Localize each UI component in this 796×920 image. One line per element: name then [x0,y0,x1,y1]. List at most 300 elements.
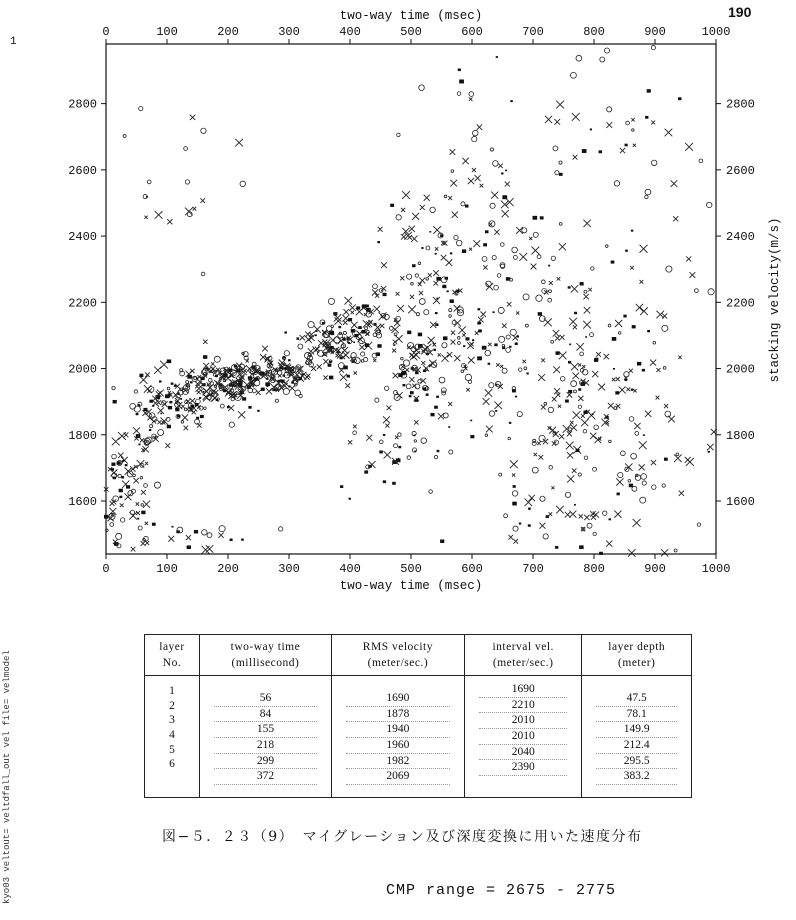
data-point-x [522,360,526,364]
data-point-circle [283,388,289,394]
data-point-filled [599,150,602,153]
data-point-circle [418,262,421,265]
data-point-circle [574,390,577,393]
header-layer: layer No. [145,635,200,676]
data-point-filled [513,485,516,488]
data-point-circle [603,511,607,515]
data-point-x [181,405,184,408]
data-point-x [578,363,581,366]
data-point-filled [494,343,497,346]
data-point-filled [111,463,115,466]
data-point-filled [611,261,615,264]
data-point-circle [578,405,581,408]
data-point-filled [343,366,348,370]
data-point-circle [118,474,121,477]
data-point-circle [177,527,183,533]
data-point-circle [110,523,114,527]
data-point-x [531,247,539,255]
data-point-filled [113,400,117,403]
data-point-filled [496,56,498,58]
data-point-circle [508,437,511,440]
data-point-filled [642,369,645,372]
data-point-filled [580,282,584,285]
data-point-x [579,514,583,518]
data-point-x [167,219,172,224]
data-point-circle [284,351,289,356]
data-point-x [168,536,174,542]
data-point-x [412,213,419,220]
data-point-filled [333,312,337,315]
data-point-filled [501,172,503,174]
data-point-filled [216,399,218,401]
data-point-filled [442,285,446,288]
x-tick-label-top: 300 [278,25,300,39]
layer-velocity-table [144,634,692,798]
data-point-filled [194,530,198,534]
data-point-circle [642,481,646,485]
data-point-circle [254,380,260,386]
data-point-circle [663,367,666,370]
data-point-circle [590,333,594,337]
data-point-x [541,358,545,362]
data-point-filled [190,381,193,383]
data-point-filled [528,524,531,526]
data-point-x [414,420,418,424]
data-point-x [184,426,189,431]
data-point-filled [113,477,116,480]
data-point-circle [134,406,140,412]
data-point-filled [645,116,648,119]
interval-cell: 2390 [479,760,568,776]
data-point-x [190,115,195,120]
data-point-x [210,366,216,372]
data-point-x [343,320,347,324]
figure-caption: 図−５．２３（9） マイグレーション及び深度変換に用いた速度分布 [162,829,643,845]
depth-cell: 149.9 [596,722,677,738]
data-point-filled [368,465,372,468]
data-point-x [640,245,648,253]
data-point-x [351,322,358,329]
data-point-x [133,427,140,434]
data-point-x [372,289,378,295]
data-point-circle [379,440,383,444]
data-point-x [441,355,448,362]
data-point-circle [652,485,656,489]
data-point-x [498,164,503,169]
data-point-x [633,144,636,147]
data-point-filled [592,413,594,415]
data-point-filled [203,355,207,359]
x-tick-label-bottom: 800 [583,562,605,576]
rms-cell: 1690 [346,691,450,707]
data-point-circle [512,247,518,253]
rms-cell: 1878 [346,707,450,723]
data-point-x [160,361,168,369]
data-point-x [531,264,537,270]
data-point-x [450,340,455,345]
data-point-x [378,227,383,232]
data-point-filled [171,526,173,528]
data-point-x [483,265,487,269]
layer-cell: 2 [169,699,175,712]
header-interval-vel: interval vel. (meter/sec.) [464,635,582,676]
data-point-x [384,451,391,458]
data-point-x [556,393,560,397]
data-point-x [402,191,410,199]
data-point-filled [356,306,360,309]
data-point-filled [609,518,611,520]
data-point-filled [138,444,140,446]
data-point-circle [209,378,213,382]
data-point-x [491,192,498,199]
data-point-filled [585,336,587,338]
data-point-filled [470,420,472,422]
data-point-filled [574,504,576,506]
data-point-circle [229,422,234,427]
data-point-x [409,353,414,358]
data-point-x [182,414,188,420]
column-rms-velocity [331,676,464,798]
data-point-filled [241,539,244,541]
data-point-filled [206,368,208,370]
data-point-filled [361,330,365,334]
data-point-circle [587,523,592,528]
data-point-circle [116,533,122,539]
data-point-x [553,366,560,373]
data-point-filled [623,315,626,318]
data-point-filled [126,485,130,488]
data-point-x [110,501,115,506]
data-point-x [289,385,295,391]
data-point-x [155,211,163,219]
data-point-filled [141,511,145,515]
data-point-circle [207,533,212,538]
x-tick-label-top: 100 [156,25,178,39]
data-point-filled [617,493,620,496]
data-point-filled [187,545,191,549]
data-point-x [156,400,161,405]
data-point-circle [308,322,314,328]
data-point-filled [594,358,598,361]
y-tick-label-left: 2400 [68,230,97,245]
header-rms-velocity: RMS velocity (meter/sec.) [331,635,464,676]
data-point-filled [512,502,517,506]
y-tick-label-right: 2800 [726,97,755,112]
data-point-circle [666,266,672,272]
data-point-filled [136,413,139,415]
data-point-x [578,396,583,401]
data-point-circle [645,189,651,195]
data-point-filled [152,405,154,407]
data-point-filled [137,518,139,520]
data-point-circle [517,411,522,416]
data-point-filled [364,470,368,473]
data-point-filled [288,359,291,361]
x-axis-label-bottom: two-way time (msec) [339,579,483,593]
data-point-circle [298,344,303,349]
data-point-filled [160,413,162,415]
data-point-filled [483,243,487,246]
data-point-filled [435,323,438,326]
data-point-x [450,149,456,155]
y-tick-label-left: 1600 [68,495,97,510]
data-point-x [466,388,470,392]
data-point-filled [282,375,285,377]
data-point-circle [201,272,205,276]
data-point-x [262,346,268,352]
data-point-x [661,549,668,556]
data-point-x [538,374,545,381]
data-point-filled [502,347,505,350]
time-cell: 84 [214,707,317,723]
data-point-filled [443,336,447,340]
data-point-filled [459,79,464,83]
data-point-circle [594,425,599,430]
data-point-x [452,212,458,218]
data-point-x [619,386,626,393]
data-point-circle [608,324,611,327]
data-point-circle [560,376,565,381]
data-point-filled [200,415,204,418]
data-point-filled [433,349,436,351]
data-point-x [587,411,595,419]
data-point-x [266,388,272,394]
data-point-x [462,333,465,336]
data-point-filled [165,394,170,398]
data-point-circle [451,170,454,173]
data-point-circle [469,92,474,97]
data-point-filled [383,293,387,296]
data-point-filled [167,425,171,429]
data-point-filled [509,346,511,348]
table-body-row [145,676,692,798]
data-point-x [218,533,223,538]
data-point-circle [614,181,619,186]
data-point-filled [478,322,481,324]
data-point-circle [593,532,596,535]
data-point-circle [375,398,379,402]
data-point-filled [436,277,441,281]
data-point-circle [185,180,189,184]
data-point-circle [584,290,587,293]
data-point-filled [578,388,581,390]
data-point-circle [549,290,552,293]
rms-cell: 1960 [346,738,450,754]
data-point-circle [123,135,126,138]
data-point-x [510,460,518,468]
data-point-circle [600,57,605,62]
data-point-filled [528,508,531,510]
data-point-circle [150,425,153,428]
data-point-filled [301,373,304,375]
data-point-x [112,438,120,446]
data-point-x [395,436,399,440]
x-tick-label-top: 500 [400,25,422,39]
data-point-x [539,523,545,529]
data-point-circle [361,352,365,356]
data-point-x [472,168,476,172]
data-point-filled [440,540,444,543]
data-point-filled [631,230,633,232]
data-point-circle [154,482,160,488]
data-point-x [664,404,668,408]
data-point-filled [540,216,544,219]
data-point-filled [175,408,179,411]
data-point-x [454,319,461,326]
data-point-x [354,371,357,374]
data-point-x [679,491,684,496]
data-point-filled [377,344,381,348]
x-tick-label-top: 600 [461,25,483,39]
data-point-x [558,405,561,408]
data-point-circle [184,147,188,151]
data-point-filled [292,369,294,371]
data-point-x [380,324,385,329]
data-point-filled [203,391,205,393]
data-point-x [359,345,364,350]
data-point-x [305,336,312,343]
time-cell: 56 [214,691,317,707]
data-point-circle [231,397,234,400]
data-point-filled [436,396,439,398]
data-point-x [591,515,596,520]
data-point-circle [641,474,647,480]
data-point-filled [149,429,151,431]
data-point-x [569,511,576,518]
data-point-circle [430,207,435,212]
data-point-x [475,175,481,181]
data-point-circle [186,381,189,384]
data-point-x [185,208,193,216]
data-point-filled [458,68,461,71]
data-point-filled [139,374,143,377]
data-point-circle [421,438,427,444]
data-point-filled [678,97,681,100]
data-point-x [304,374,309,379]
data-point-filled [298,377,302,380]
data-point-x [343,309,349,315]
data-point-x [572,113,580,121]
data-point-x [211,362,214,365]
data-point-x [424,195,430,201]
data-point-x [419,278,425,284]
data-point-filled [565,399,569,402]
data-point-x [557,277,561,281]
plot-frame [106,44,716,554]
data-point-circle [240,181,245,186]
layer-cell: 4 [169,728,175,741]
data-point-circle [139,107,143,111]
data-point-x [448,402,452,406]
data-point-circle [502,344,504,346]
data-point-x [400,276,404,280]
data-point-circle [676,453,679,456]
data-point-x [598,384,605,391]
data-point-circle [184,408,187,411]
corner-mark: 1 [10,36,17,48]
data-point-x [628,549,635,556]
data-point-circle [204,407,207,410]
data-point-filled [478,329,482,332]
data-point-x [581,419,588,426]
data-point-x [567,475,574,482]
data-point-circle [411,282,414,285]
depth-cell: 47.5 [596,691,677,707]
data-point-x [583,294,588,299]
data-point-x [630,266,634,270]
data-point-filled [119,489,123,493]
data-point-x [186,535,191,540]
data-point-circle [202,530,207,535]
data-point-x [454,355,460,361]
data-point-filled [450,299,454,303]
data-point-x [383,416,390,423]
data-point-filled [248,406,251,409]
data-point-circle [591,267,594,270]
data-point-circle [138,526,142,530]
data-point-filled [548,265,550,267]
data-point-x [571,363,578,370]
data-point-filled [125,464,128,466]
data-point-circle [418,380,422,384]
data-point-x [411,236,417,242]
data-point-x [573,325,577,329]
data-point-circle [424,310,429,315]
data-point-x [351,311,354,314]
data-point-x [422,346,428,352]
interval-cell: 1690 [479,682,568,698]
data-point-x [469,248,472,251]
data-point-x [650,360,656,366]
data-point-filled [495,410,497,412]
data-point-circle [426,246,430,250]
data-point-filled [146,196,148,198]
data-point-x [592,371,598,377]
data-point-x [629,369,633,373]
data-point-circle [651,46,655,50]
data-point-x [421,361,425,365]
data-point-filled [315,334,317,336]
interval-cell: 2010 [479,729,568,745]
data-point-circle [120,518,124,522]
data-point-filled [393,344,395,346]
interval-cell: 2210 [479,698,568,714]
data-point-x [620,148,625,153]
data-point-x [450,180,457,187]
data-point-circle [632,129,634,131]
data-point-circle [583,429,587,433]
data-point-x [560,335,565,340]
data-point-circle [584,456,588,460]
data-point-filled [583,411,587,415]
data-point-filled [230,539,233,542]
data-point-x [349,304,356,311]
data-point-circle [414,440,416,442]
data-point-x [419,291,423,295]
data-point-x [685,143,693,151]
data-point-x [140,438,144,442]
data-point-circle [275,399,278,402]
data-point-circle [384,386,388,390]
data-point-x [631,118,634,121]
data-point-filled [366,305,369,308]
data-point-circle [117,544,121,548]
data-point-x [468,357,475,364]
data-point-circle [458,337,461,340]
data-point-circle [419,299,425,305]
data-point-x [590,433,596,439]
data-point-x [640,307,648,315]
